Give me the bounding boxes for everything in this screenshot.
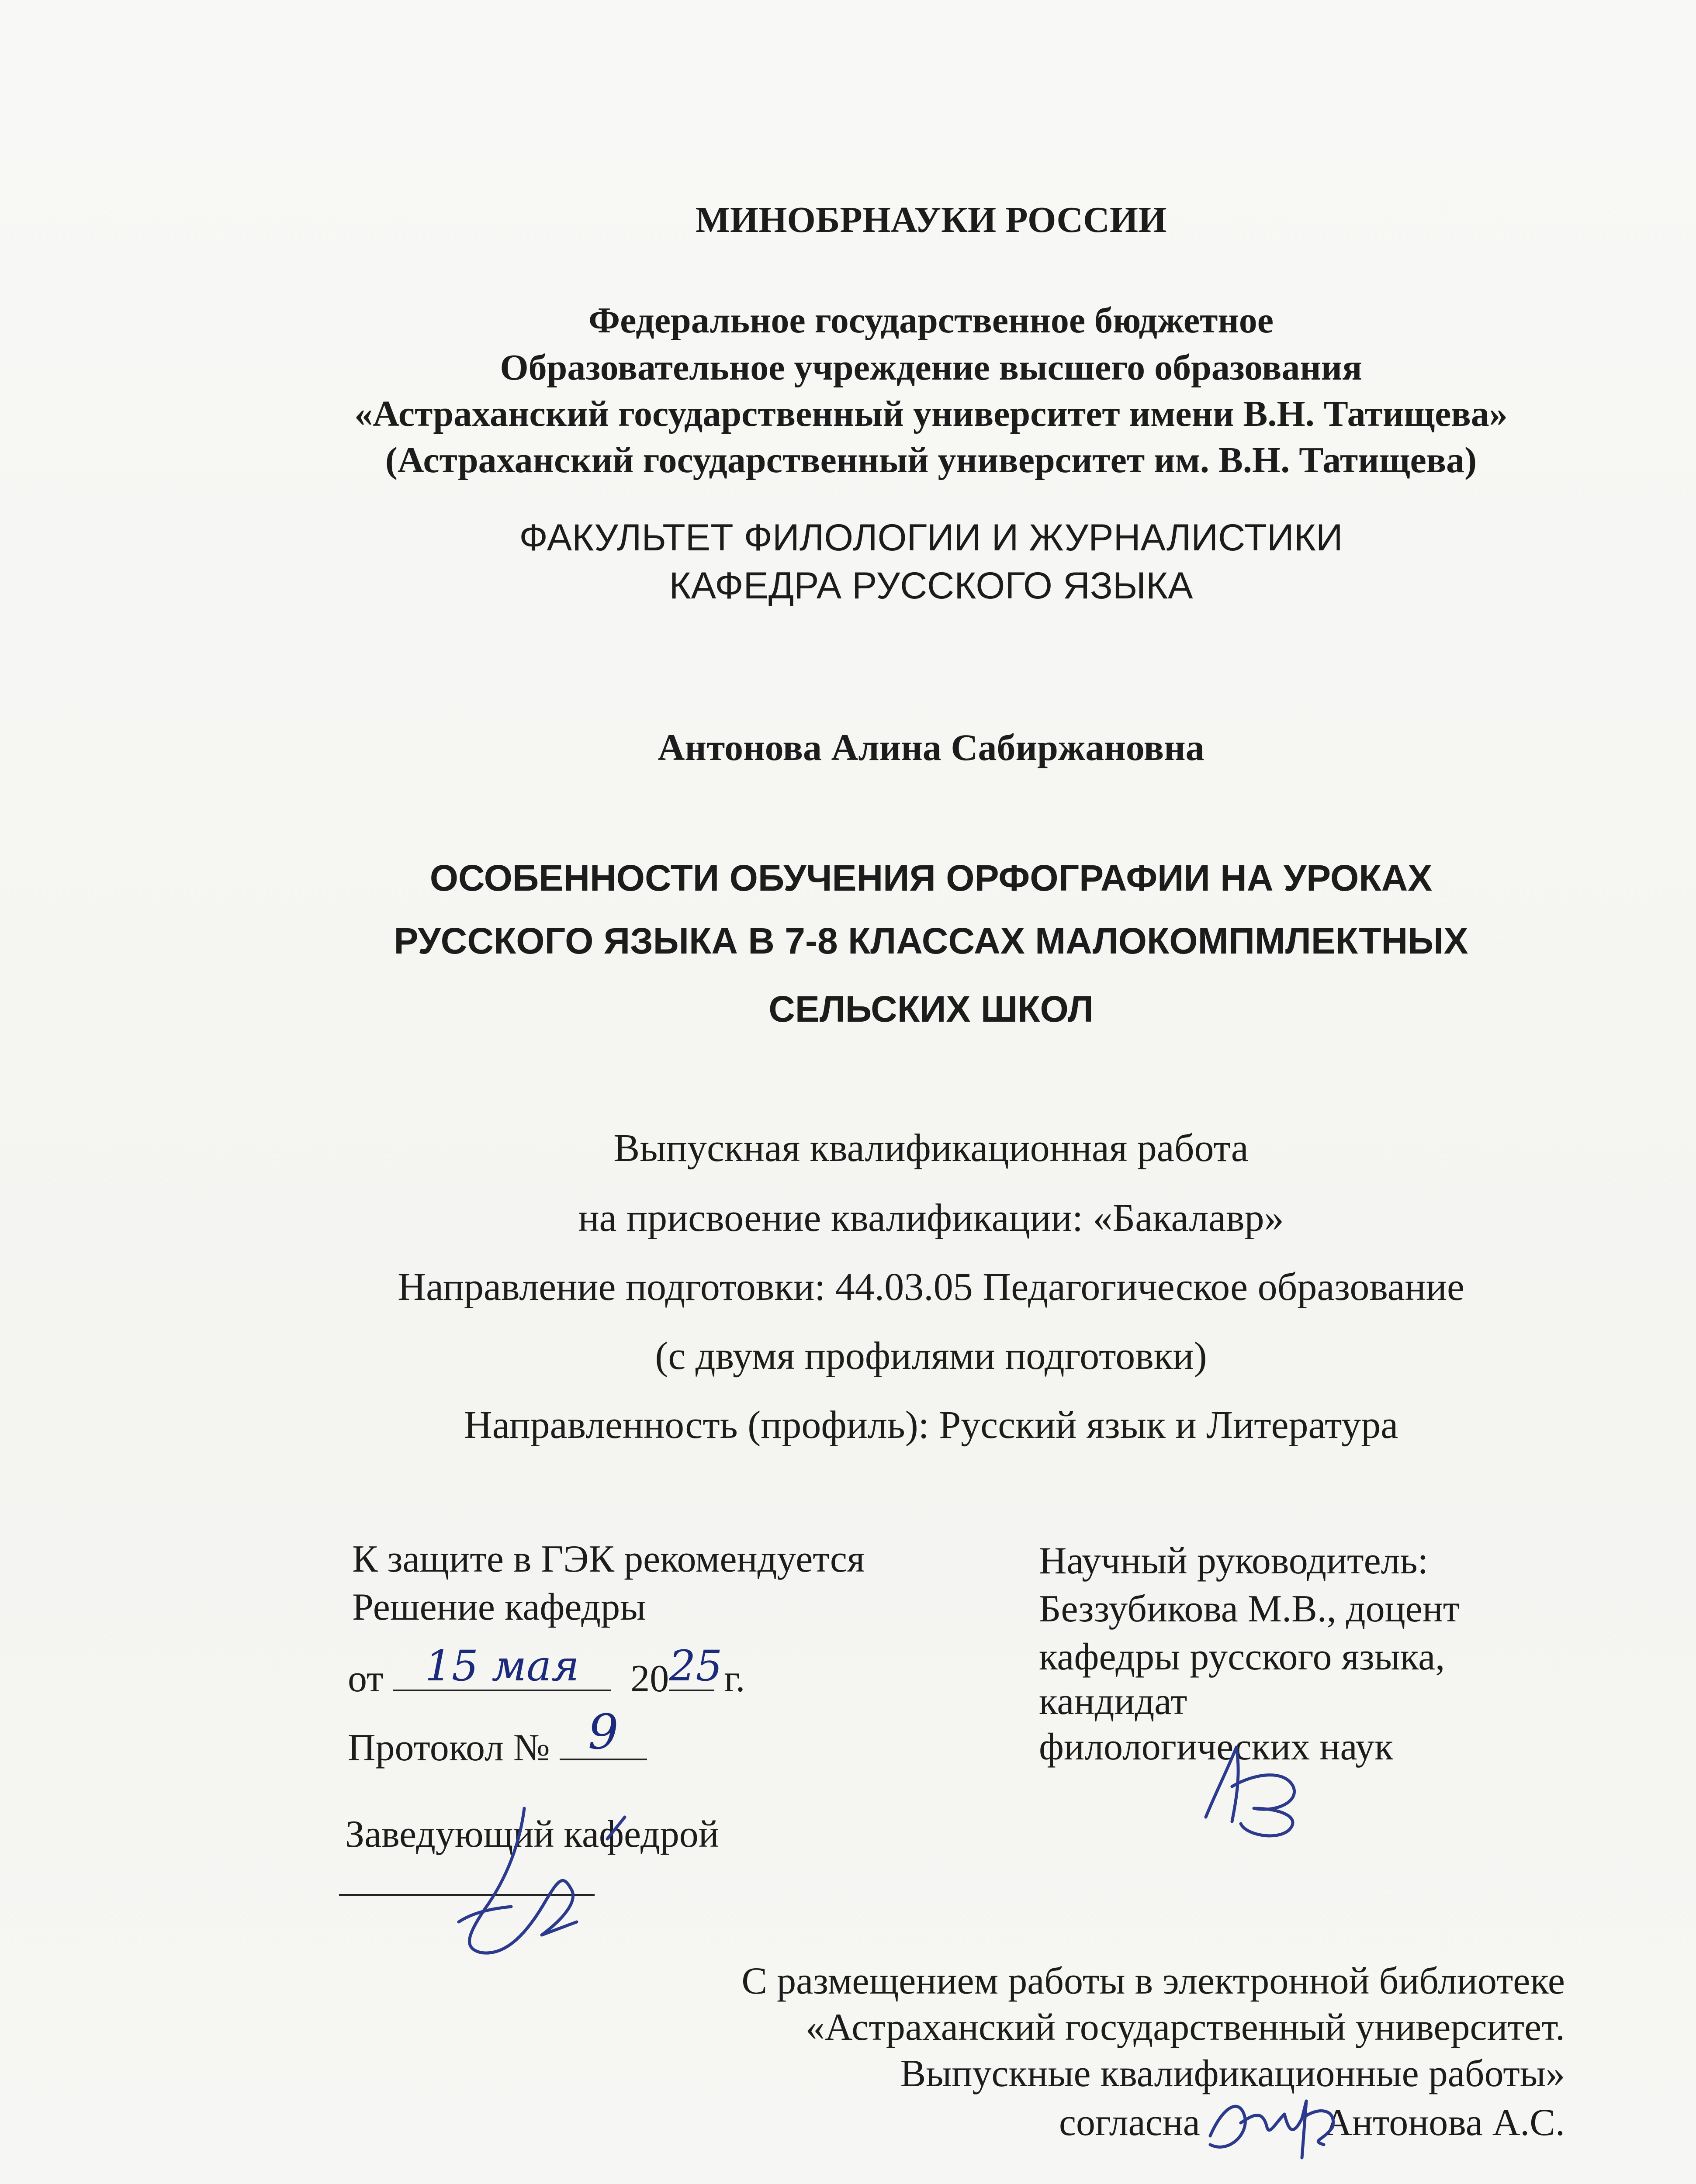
- work-info-line: Выпускная квалификационная работа: [613, 1127, 1249, 1170]
- year-prefix: 20: [630, 1658, 669, 1700]
- work-info-line: на присвоение квалификации: «Бакалавр»: [578, 1196, 1284, 1240]
- thesis-title-line: РУССКОГО ЯЗЫКА В 7-8 КЛАССАХ МАЛОКОМПМЛЕКТНЫХ: [394, 920, 1468, 961]
- date-prefix: от: [348, 1658, 384, 1700]
- consent-agreed-word: согласна: [1059, 2101, 1200, 2144]
- date-field: [393, 1641, 611, 1691]
- handwritten-date: 15 мая: [425, 1641, 579, 1690]
- protocol-field: [560, 1704, 647, 1760]
- work-info-line: Направление подготовки: 44.03.05 Педагогическое образование: [398, 1265, 1464, 1309]
- year-suffix: г.: [724, 1658, 745, 1700]
- protocol-line: [348, 1704, 647, 1769]
- institution-line: (Астраханский государственный университет им. В.Н. Татищева): [385, 440, 1477, 480]
- head-of-department-label: Заведующий кафедрой: [345, 1813, 719, 1856]
- consent-name: Антонова А.С.: [1324, 2101, 1565, 2144]
- ministry-heading: МИНОБРНАУКИ РОССИИ: [695, 200, 1167, 240]
- defense-decision: Решение кафедры: [352, 1586, 646, 1628]
- work-info-line: Направленность (профиль): Русский язык и Литература: [464, 1403, 1398, 1447]
- supervisor-department: кафедры русского языка,: [1039, 1636, 1445, 1678]
- institution-line: «Астраханский государственный университет имени В.Н. Татищева»: [354, 394, 1508, 434]
- year-field: [669, 1641, 723, 1691]
- faculty-heading: ФАКУЛЬТЕТ ФИЛОЛОГИИ И ЖУРНАЛИСТИКИ: [519, 517, 1343, 559]
- consent-line: «Астраханский государственный университет.: [805, 2006, 1565, 2049]
- head-signature-icon: [433, 1791, 677, 1966]
- thesis-title-line: ОСОБЕННОСТИ ОБУЧЕНИЯ ОРФОГРАФИИ НА УРОКАХ: [429, 857, 1433, 898]
- consent-line: Выпускные квалификационные работы»: [900, 2053, 1565, 2095]
- supervisor-field: филологических наук: [1039, 1726, 1393, 1768]
- handwritten-year: 25: [669, 1641, 723, 1690]
- department-heading: КАФЕДРА РУССКОГО ЯЗЫКА: [669, 565, 1193, 607]
- protocol-label: Протокол №: [348, 1727, 550, 1769]
- handwritten-protocol-number: 9: [588, 1704, 619, 1760]
- work-info-line: (с двумя профилями подготовки): [655, 1334, 1207, 1378]
- thesis-title-line: СЕЛЬСКИХ ШКОЛ: [768, 988, 1094, 1030]
- supervisor-degree: кандидат: [1039, 1680, 1187, 1723]
- supervisor-signature-icon: [1188, 1730, 1328, 1843]
- author-name: Антонова Алина Сабиржановна: [658, 726, 1205, 768]
- defense-recommended: К защите в ГЭК рекомендуется: [352, 1538, 865, 1580]
- defense-date-line: [348, 1641, 745, 1700]
- consent-line: С размещением работы в электронной библиотеке: [741, 1960, 1565, 2002]
- institution-line: Образовательное учреждение высшего образования: [500, 347, 1362, 388]
- institution-line: Федеральное государственное бюджетное: [588, 300, 1274, 341]
- supervisor-title: Научный руководитель:: [1039, 1540, 1429, 1582]
- author-signature-icon: [1193, 2070, 1376, 2184]
- supervisor-name: Беззубикова М.В., доцент: [1039, 1588, 1460, 1630]
